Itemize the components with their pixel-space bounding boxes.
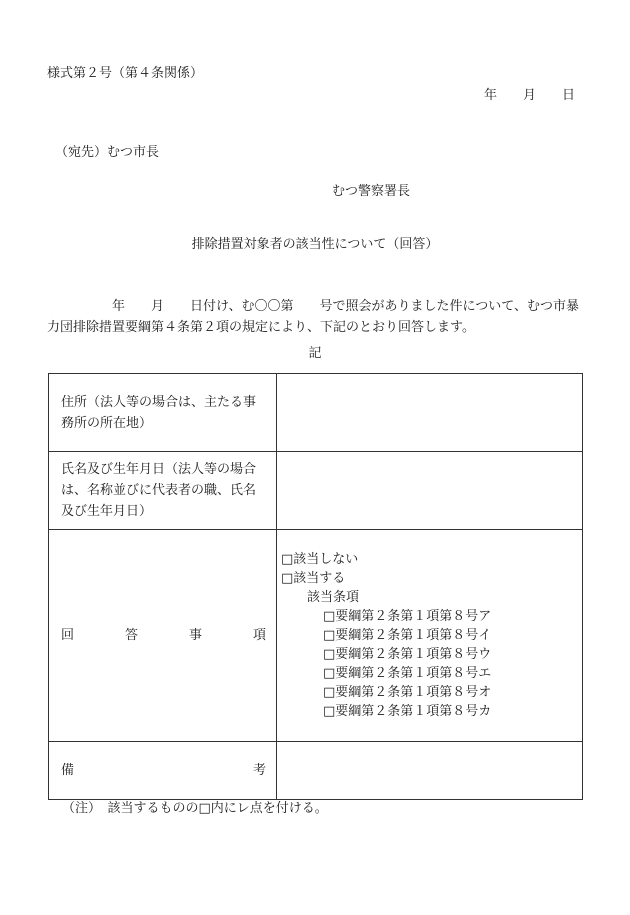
- applicable-clause-label: 該当条項: [307, 590, 360, 605]
- option-applicable[interactable]: □該当する: [281, 571, 346, 586]
- clause-option[interactable]: □要綱第２条第１項第８号カ: [323, 704, 492, 719]
- date-line: [484, 87, 575, 105]
- answer-label-char: 答: [124, 628, 138, 643]
- remarks-label-char: 備: [61, 763, 75, 778]
- name-label: 氏名及び生年月日（法人等の場合は、名称並びに代表者の職、氏名及び生年月日）: [49, 452, 277, 530]
- clause-option[interactable]: □要綱第２条第１項第８号オ: [323, 685, 492, 700]
- answer-label: [49, 530, 277, 742]
- row-remarks: [49, 742, 583, 800]
- body-text: 年 月 日付け、む〇〇第 号で照会がありました件について、むつ市暴力団排除措置要綱第４条第２項の規定により、下記のとおり回答します。: [47, 299, 579, 335]
- form-number: 様式第２号（第４条関係）: [47, 66, 204, 81]
- clause-option[interactable]: □要綱第２条第１項第８号ウ: [323, 647, 492, 662]
- clause-option[interactable]: □要綱第２条第１項第８号イ: [323, 628, 492, 643]
- footnote: （注） 該当するものの□内にレ点を付ける。: [62, 801, 328, 816]
- remarks-value[interactable]: [277, 742, 583, 800]
- row-name: [49, 452, 583, 530]
- answer-label-char: 項: [252, 628, 266, 643]
- document-title: 排除措置対象者の該当性について（回答）: [191, 237, 439, 252]
- clause-option[interactable]: □要綱第２条第１項第８号ア: [323, 609, 492, 624]
- clause-option[interactable]: □要綱第２条第１項第８号エ: [323, 666, 492, 681]
- name-value[interactable]: [277, 452, 583, 530]
- date-year: 年: [484, 88, 498, 103]
- sender: むつ警察署長: [332, 184, 411, 199]
- ki-heading: 記: [308, 346, 322, 361]
- option-not-applicable[interactable]: □該当しない: [281, 552, 359, 567]
- row-address: [49, 374, 583, 452]
- answer-label-char: 事: [188, 628, 202, 643]
- answer-label-char: 回: [61, 628, 75, 643]
- answer-options: [277, 530, 583, 742]
- date-month: 月: [523, 88, 537, 103]
- row-answer: [49, 530, 583, 742]
- date-day: 日: [562, 88, 576, 103]
- address-label: 住所（法人等の場合は、主たる事務所の所在地）: [49, 374, 277, 452]
- remarks-label: [49, 742, 277, 800]
- address-value[interactable]: [277, 374, 583, 452]
- addressee: （宛先）むつ市長: [55, 145, 160, 160]
- remarks-label-char: 考: [252, 763, 266, 778]
- answer-table: [48, 373, 583, 800]
